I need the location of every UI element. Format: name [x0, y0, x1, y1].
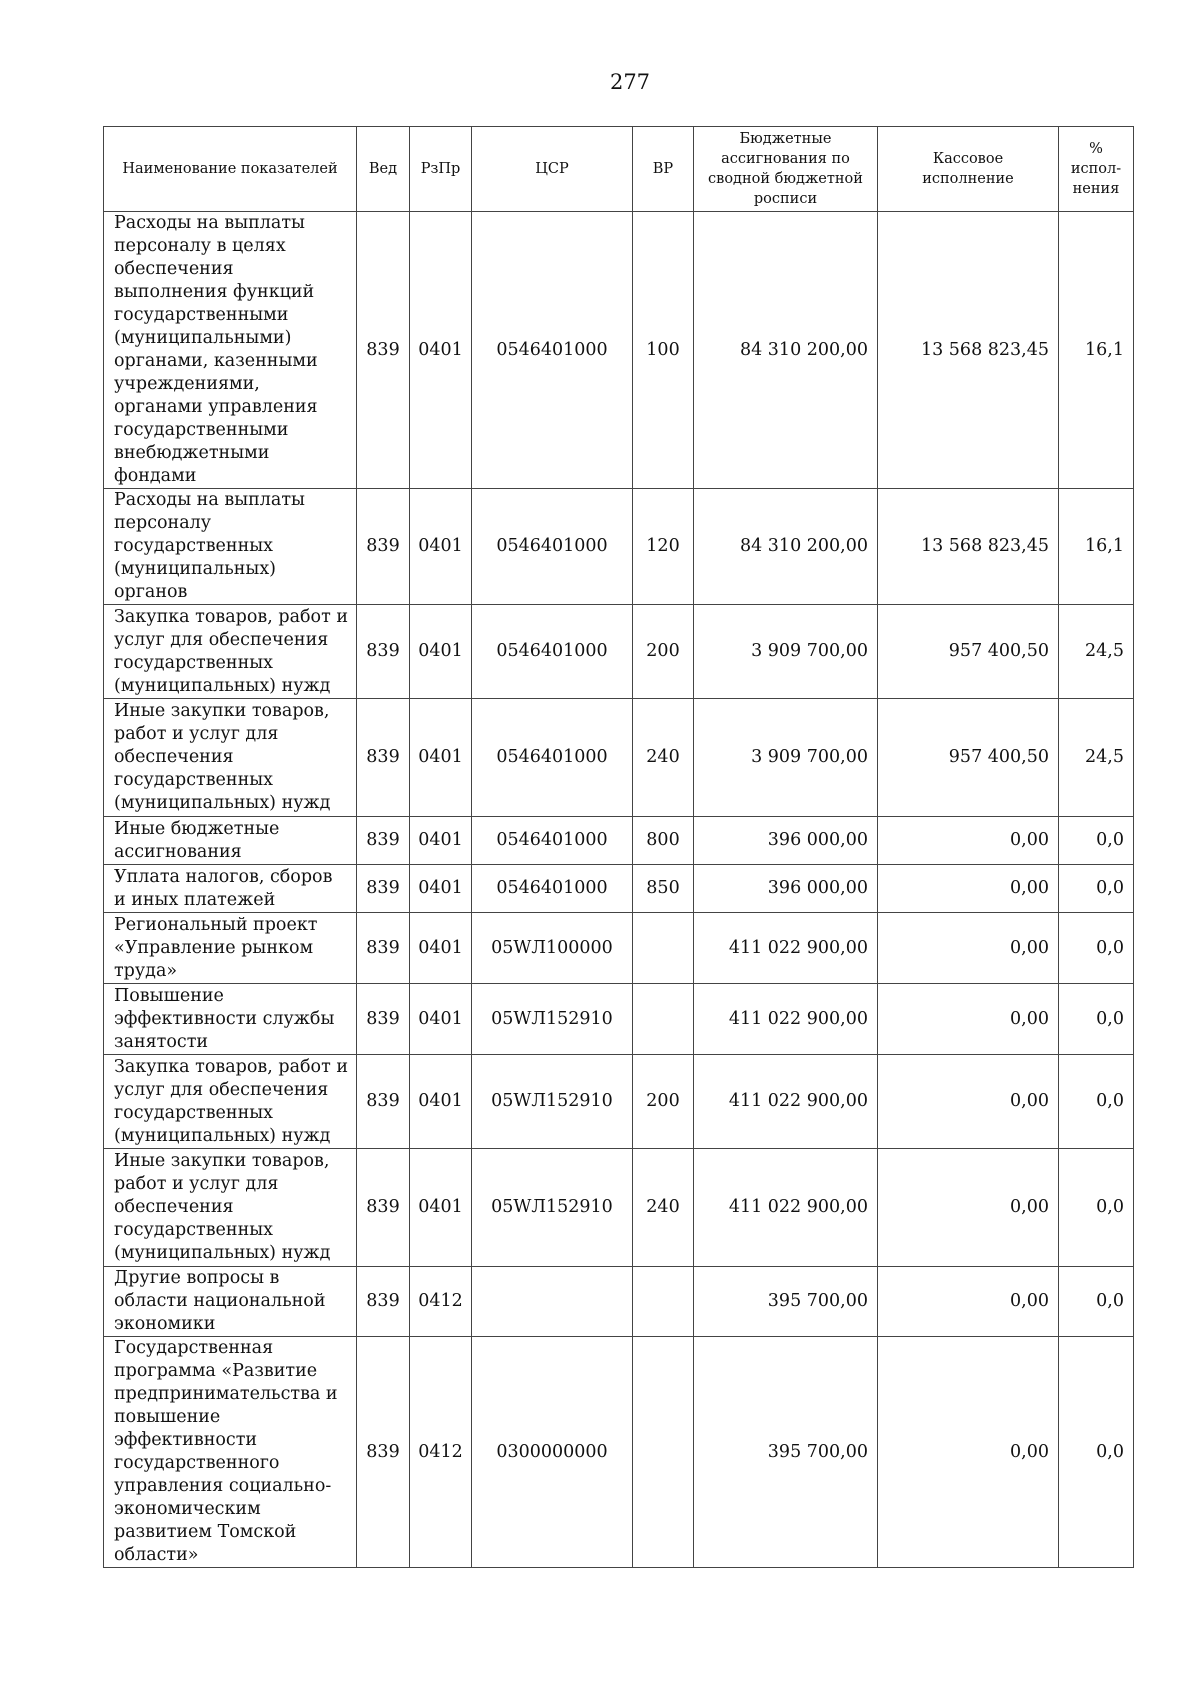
row-rzpr: 0401 — [410, 913, 472, 984]
row-budget: 3 909 700,00 — [694, 605, 878, 699]
table-row — [104, 984, 1134, 1055]
row-percent: 0,0 — [1059, 1337, 1134, 1568]
row-budget: 396 000,00 — [694, 817, 878, 865]
table-row — [104, 212, 1134, 489]
header-ved: Вед — [357, 127, 410, 212]
table-row — [104, 817, 1134, 865]
row-ved: 839 — [357, 1267, 410, 1337]
row-cash: 0,00 — [878, 865, 1059, 913]
row-percent: 0,0 — [1059, 1149, 1134, 1267]
row-ved: 839 — [357, 984, 410, 1055]
row-csr: 05WЛ152910 — [472, 984, 633, 1055]
row-cash: 13 568 823,45 — [878, 489, 1059, 605]
row-ved: 839 — [357, 212, 410, 489]
row-ved: 839 — [357, 1337, 410, 1568]
row-budget: 411 022 900,00 — [694, 1055, 878, 1149]
row-name: Иные закупки товаров, работ и услуг для обеспечения государственных (муниципальных) нужд — [104, 1149, 357, 1267]
row-cash: 0,00 — [878, 1149, 1059, 1267]
header-vr: ВР — [633, 127, 694, 212]
row-vr: 200 — [633, 605, 694, 699]
row-ved: 839 — [357, 817, 410, 865]
row-rzpr: 0401 — [410, 1055, 472, 1149]
row-vr — [633, 913, 694, 984]
row-name: Другие вопросы в области национальной экономики — [104, 1267, 357, 1337]
row-name: Повышение эффективности службы занятости — [104, 984, 357, 1055]
row-cash: 957 400,50 — [878, 699, 1059, 817]
row-vr: 240 — [633, 1149, 694, 1267]
table-row — [104, 605, 1134, 699]
row-csr: 0300000000 — [472, 1337, 633, 1568]
row-budget: 395 700,00 — [694, 1267, 878, 1337]
row-cash: 0,00 — [878, 1337, 1059, 1568]
row-ved: 839 — [357, 605, 410, 699]
row-rzpr: 0401 — [410, 212, 472, 489]
header-csr: ЦСР — [472, 127, 633, 212]
header-cash: Кассовое исполнение — [878, 127, 1059, 212]
row-vr — [633, 984, 694, 1055]
row-csr: 0546401000 — [472, 865, 633, 913]
row-rzpr: 0401 — [410, 1149, 472, 1267]
table-row — [104, 1055, 1134, 1149]
table-row — [104, 865, 1134, 913]
row-vr: 800 — [633, 817, 694, 865]
row-vr: 120 — [633, 489, 694, 605]
table-row — [104, 1267, 1134, 1337]
row-percent: 24,5 — [1059, 605, 1134, 699]
row-csr: 05WЛ152910 — [472, 1055, 633, 1149]
row-rzpr: 0401 — [410, 817, 472, 865]
row-csr: 0546401000 — [472, 212, 633, 489]
row-percent: 0,0 — [1059, 913, 1134, 984]
row-rzpr: 0401 — [410, 865, 472, 913]
row-csr: 0546401000 — [472, 489, 633, 605]
row-percent: 0,0 — [1059, 817, 1134, 865]
table-row — [104, 1337, 1134, 1568]
row-percent: 0,0 — [1059, 984, 1134, 1055]
row-ved: 839 — [357, 699, 410, 817]
row-percent: 0,0 — [1059, 1055, 1134, 1149]
row-percent: 16,1 — [1059, 212, 1134, 489]
row-vr: 100 — [633, 212, 694, 489]
table-header-row — [104, 127, 1134, 212]
row-budget: 3 909 700,00 — [694, 699, 878, 817]
row-cash: 957 400,50 — [878, 605, 1059, 699]
row-percent: 16,1 — [1059, 489, 1134, 605]
row-cash: 0,00 — [878, 817, 1059, 865]
table-row — [104, 489, 1134, 605]
row-budget: 411 022 900,00 — [694, 984, 878, 1055]
row-rzpr: 0401 — [410, 984, 472, 1055]
row-name: Уплата налогов, сборов и иных платежей — [104, 865, 357, 913]
row-percent: 24,5 — [1059, 699, 1134, 817]
row-percent: 0,0 — [1059, 865, 1134, 913]
row-csr — [472, 1267, 633, 1337]
row-vr: 240 — [633, 699, 694, 817]
row-vr: 200 — [633, 1055, 694, 1149]
row-budget: 396 000,00 — [694, 865, 878, 913]
row-csr: 0546401000 — [472, 817, 633, 865]
row-name: Государственная программа «Развитие предпринимательства и повышение эффективности государственного управления социально-экономическим развитием Томской области» — [104, 1337, 357, 1568]
row-ved: 839 — [357, 1149, 410, 1267]
row-budget: 411 022 900,00 — [694, 913, 878, 984]
row-ved: 839 — [357, 865, 410, 913]
row-cash: 13 568 823,45 — [878, 212, 1059, 489]
row-vr — [633, 1267, 694, 1337]
row-vr — [633, 1337, 694, 1568]
table-row — [104, 699, 1134, 817]
row-budget: 84 310 200,00 — [694, 489, 878, 605]
header-name: Наименование показателей — [104, 127, 357, 212]
row-name: Иные закупки товаров, работ и услуг для обеспечения государственных (муниципальных) нужд — [104, 699, 357, 817]
row-cash: 0,00 — [878, 1055, 1059, 1149]
row-cash: 0,00 — [878, 913, 1059, 984]
row-ved: 839 — [357, 1055, 410, 1149]
row-csr: 05WЛ100000 — [472, 913, 633, 984]
header-percent: % испол-нения — [1059, 127, 1134, 212]
row-budget: 395 700,00 — [694, 1337, 878, 1568]
header-rzpr: РзПр — [410, 127, 472, 212]
row-cash: 0,00 — [878, 984, 1059, 1055]
table-row — [104, 1149, 1134, 1267]
row-budget: 411 022 900,00 — [694, 1149, 878, 1267]
row-name: Региональный проект «Управление рынком труда» — [104, 913, 357, 984]
row-percent: 0,0 — [1059, 1267, 1134, 1337]
budget-execution-table — [103, 126, 1134, 1568]
row-name: Закупка товаров, работ и услуг для обеспечения государственных (муниципальных) нужд — [104, 1055, 357, 1149]
row-rzpr: 0401 — [410, 489, 472, 605]
row-rzpr: 0412 — [410, 1267, 472, 1337]
row-rzpr: 0401 — [410, 605, 472, 699]
row-rzpr: 0401 — [410, 699, 472, 817]
table-row — [104, 913, 1134, 984]
page-number: 277 — [609, 70, 651, 94]
row-name: Расходы на выплаты персоналу в целях обеспечения выполнения функций государственными (муниципальными) органами, казенными учреждениями, органами управления государственными внебюджетными фондами — [104, 212, 357, 489]
row-csr: 0546401000 — [472, 699, 633, 817]
row-csr: 0546401000 — [472, 605, 633, 699]
row-cash: 0,00 — [878, 1267, 1059, 1337]
row-budget: 84 310 200,00 — [694, 212, 878, 489]
row-name: Закупка товаров, работ и услуг для обеспечения государственных (муниципальных) нужд — [104, 605, 357, 699]
row-rzpr: 0412 — [410, 1337, 472, 1568]
row-name: Расходы на выплаты персоналу государственных (муниципальных) органов — [104, 489, 357, 605]
row-csr: 05WЛ152910 — [472, 1149, 633, 1267]
row-ved: 839 — [357, 913, 410, 984]
row-name: Иные бюджетные ассигнования — [104, 817, 357, 865]
row-ved: 839 — [357, 489, 410, 605]
header-budget: Бюджетные ассигнования по сводной бюджетной росписи — [694, 127, 878, 212]
row-vr: 850 — [633, 865, 694, 913]
